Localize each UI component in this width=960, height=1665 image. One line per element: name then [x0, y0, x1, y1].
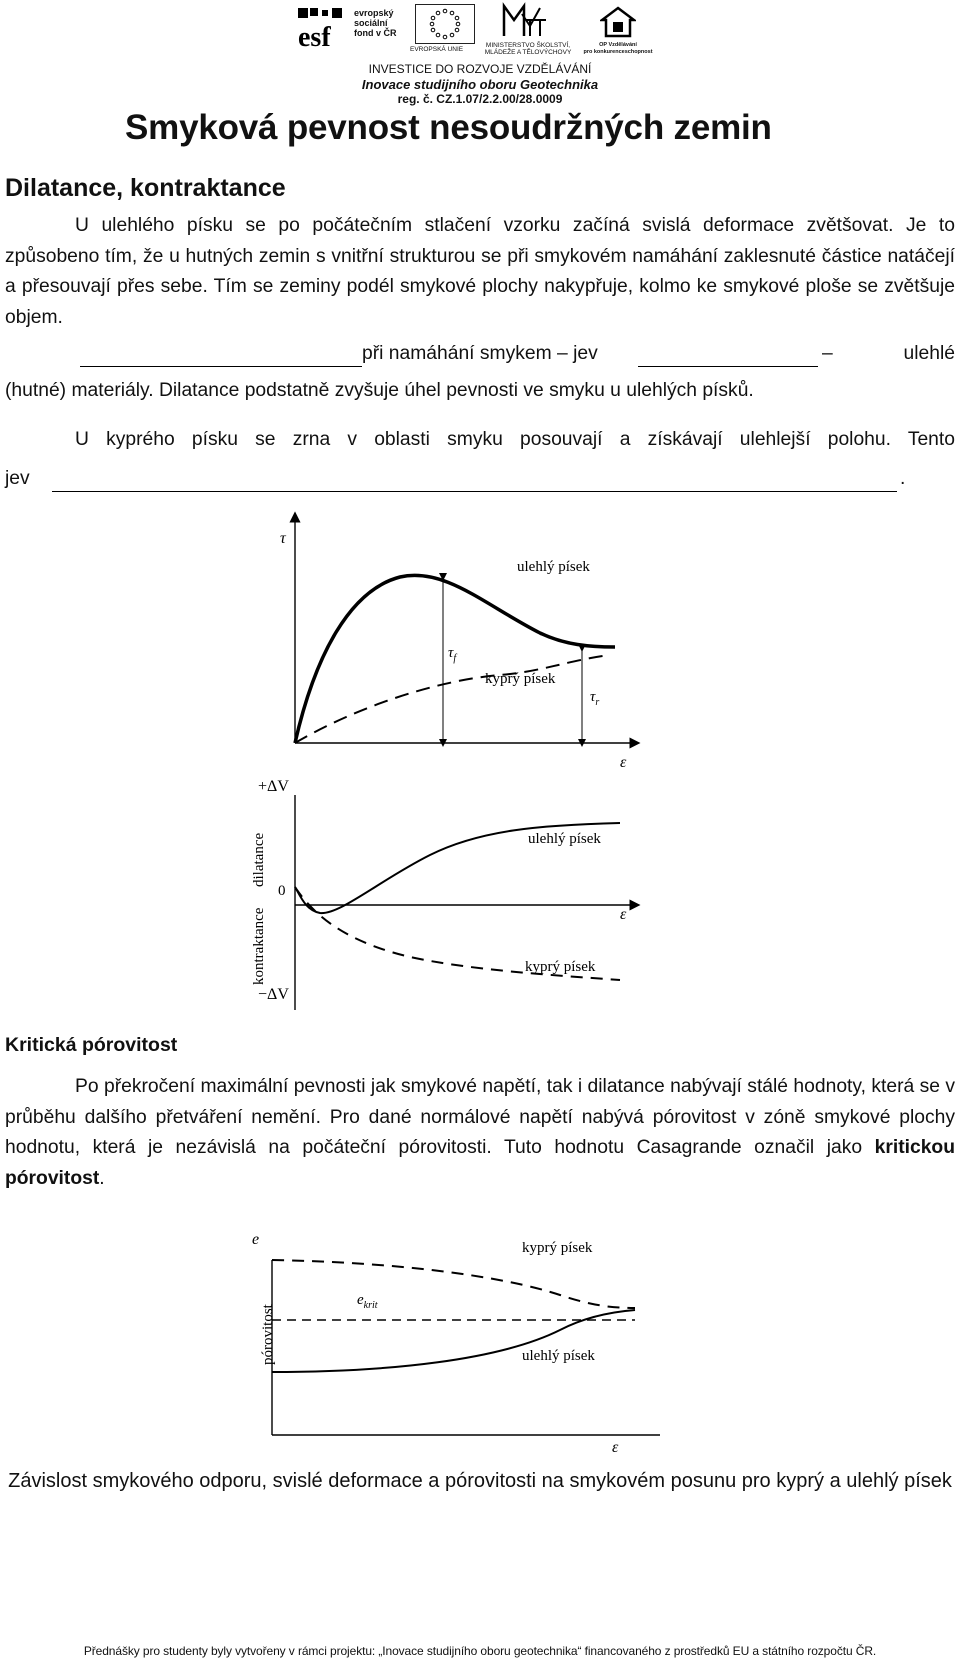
jev-word: jev	[5, 468, 30, 489]
tf-label: $\tau_f$	[448, 645, 457, 664]
op-logo-icon	[600, 6, 636, 38]
op-text: OP Vzdělávání pro konkurenceschopnost	[583, 42, 653, 55]
epsilon-axis-label: ε	[620, 754, 627, 771]
project-name: Inovace studijního oboru Geotechnika	[361, 77, 599, 92]
fill-blank-2[interactable]	[638, 346, 818, 367]
ekrit-label: $e_{krit}$	[357, 1292, 378, 1311]
volume-change-chart	[240, 775, 680, 1025]
fill-text-mid: při namáhání smykem – jev	[362, 343, 598, 364]
paragraph-critical-porosity	[5, 1072, 955, 1194]
page-footer: Přednášky pro studenty byly vytvořeny v rámci projektu: „Inovace studijního oboru geotechnika“ financovaného z prostředků EU a státního rozpočtu ČR.	[83, 1644, 877, 1658]
epsilon-axis-label-3: ε	[612, 1439, 619, 1456]
tr-label: $\tau_r$	[590, 689, 600, 708]
eu-text: EVROPSKÁ UNIE	[410, 46, 464, 53]
loose-volume-label: kyprý písek	[525, 959, 596, 975]
msmt-text: MINISTERSTVO ŠKOLSTVÍ, MLÁDEŽE A TĚLOVÝCHOVY	[484, 42, 572, 56]
critical-end: .	[99, 1167, 105, 1189]
header-logos	[290, 0, 670, 60]
dense-porosity-label: ulehlý písek	[522, 1348, 595, 1364]
e-axis-label: e	[252, 1231, 260, 1248]
zero-label: 0	[278, 883, 286, 899]
paragraph-dense-sand: U ulehlého písku se po počátečním stlačení vzorku začíná svislá deformace zvětšovat. Je to způsobeno tím, že u hutných zemin s vnitřní strukturou se při smykovém namáhání zaklesnuté částice natáčejí a přesouvají přes sebe. Tím se zeminy podél smykové plochy nakypřuje, kolmo ke smykové ploše se zvětšuje objem.	[5, 215, 955, 328]
epsilon-axis-label-2: ε	[620, 906, 627, 923]
fill-blank-3[interactable]	[52, 471, 897, 492]
minus-dv-label: −ΔV	[258, 986, 289, 1003]
esf-logo-icon	[296, 6, 346, 50]
loose-porosity-curve	[272, 1260, 635, 1308]
paragraph-loose-sand: U kyprého písku se zrna v oblasti smyku posouvají a získávají ulehlejší polohu. Tento	[75, 429, 955, 450]
tau-axis-label: τ	[280, 530, 286, 547]
investice-text: INVESTICE DO ROZVOJE VZDĚLÁVÁNÍ	[368, 62, 592, 76]
msmt-logo-icon	[500, 2, 548, 38]
loose-porosity-label: kyprý písek	[522, 1240, 593, 1256]
eu-flag-icon	[415, 4, 475, 44]
page-title: Smyková pevnost nesoudržných zemin	[125, 108, 772, 147]
fill-dash: –	[822, 343, 833, 364]
section-heading-dilatance: Dilatance, kontraktance	[5, 174, 286, 202]
dense-sand-label: ulehlý písek	[517, 559, 590, 575]
loose-sand-label: kyprý písek	[485, 671, 556, 687]
shear-stress-chart	[240, 505, 680, 775]
critical-bold: kritickou pórovitost	[5, 1137, 955, 1189]
project-info	[300, 62, 660, 107]
plus-dv-label: +ΔV	[258, 778, 289, 795]
paragraph-fill-line	[80, 340, 955, 370]
loose-sand-curve	[295, 655, 610, 743]
porosity-chart	[240, 1220, 680, 1465]
fill-blank-1[interactable]	[80, 346, 362, 367]
porosity-axis-label: pórovitost	[260, 1304, 276, 1365]
paragraph-jev-line	[5, 468, 955, 498]
fill-end-word: ulehlé	[903, 343, 955, 364]
kontraktance-label: kontraktance	[251, 907, 267, 985]
paragraph-dilatance-effect: (hutné) materiály. Dilatance podstatně zvyšuje úhel pevnosti ve smyku u ulehlých písků.	[5, 380, 754, 401]
registration-number: reg. č. CZ.1.07/2.2.00/28.0009	[397, 92, 563, 106]
dense-volume-label: ulehlý písek	[528, 831, 601, 847]
figure-caption: Závislost smykového odporu, svislé deformace a pórovitosti na smykovém posunu pro kyprý a ulehlý písek	[8, 1470, 952, 1492]
dilatance-label: dilatance	[251, 832, 267, 887]
critical-text: Po překročení maximální pevnosti jak smykové napětí, tak i dilatance nabývají stálé hodnoty, která se v průběhu dalšího přetváření nemění. Pro dané normálové napětí nabývá pórovitost v zóně smykové plochy hodnotu, která je nezávislá na počáteční pórovitosti. Tuto hodnotu Casagrande označil jako	[5, 1076, 955, 1158]
esf-text: evropský sociální fond v ČR	[354, 8, 397, 38]
jev-period: .	[900, 468, 906, 489]
section-heading-critical-porosity: Kritická pórovitost	[5, 1034, 178, 1056]
svg-text:esf: esf	[298, 22, 331, 50]
